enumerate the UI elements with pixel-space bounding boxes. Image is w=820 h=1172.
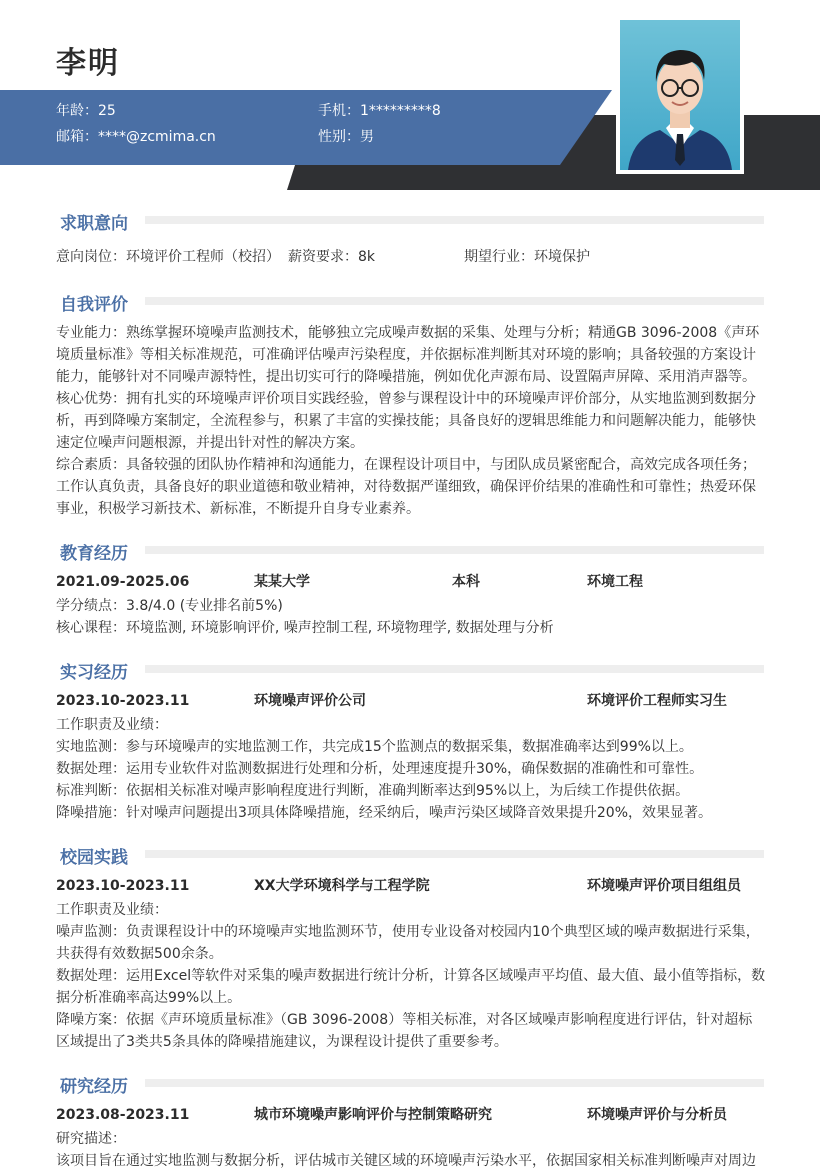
- internship-detail: 实地监测：参与环境噪声的实地监测工作，共完成15个监测点的数据采集，数据准确率达到99%以上。: [56, 739, 693, 755]
- campus-detail: 噪声监测：负责课程设计中的环境噪声实地监测环节，使用专业设备对校园内10个典型区域的噪声数据进行采集，: [56, 924, 760, 940]
- internship-date: 2023.10-2023.11: [56, 693, 190, 709]
- section-title-campus-practice: 校园实践: [60, 848, 128, 868]
- internship-detail: 标准判断：依据相关标准对噪声影响程度进行判断，准确判断率达到95%以上，为后续工作提供依据。: [56, 783, 690, 799]
- age-field: 年龄：25: [56, 103, 116, 119]
- self-eval-line: 工作认真负责，具备良好的职业道德和敬业精神，对待数据严谨细致，确保评价结果的准确性和可靠性；热爱环保: [56, 479, 756, 495]
- campus-detail: 工作职责及业绩：: [56, 902, 168, 918]
- campus-role: 环境噪声评价项目组组员: [587, 878, 741, 894]
- campus-detail: 共获得有效数据500余条。: [56, 946, 223, 962]
- self-eval-line: 境质量标准》等相关标准规范，可准确评估噪声污染程度，并依据标准判断其对环境的影响；具备较强的方案设计: [56, 347, 756, 363]
- internship-detail: 降噪措施：针对噪声问题提出3项具体降噪措施，经采纳后，噪声污染区域降音效果提升20%，效果显著。: [56, 805, 713, 821]
- self-eval-line: 能力，能够针对不同噪声源特性，提出切实可行的降噪措施，例如优化声源布局、设置隔声屏障、采用消声器等。: [56, 369, 756, 385]
- research-detail: 研究描述：: [56, 1131, 126, 1147]
- avatar-illustration: [620, 20, 740, 170]
- education-major: 环境工程: [587, 574, 643, 590]
- self-eval-line: 综合素质：具备较强的团队协作精神和沟通能力，在课程设计项目中，与团队成员紧密配合，高效完成各项任务；: [56, 457, 756, 473]
- section-title-research: 研究经历: [60, 1077, 128, 1097]
- intent-position: 意向岗位：环境评价工程师（校招）: [56, 249, 280, 265]
- education-degree: 本科: [452, 574, 480, 590]
- email-field: 邮箱：****@zcmima.cn: [56, 129, 216, 145]
- research-project: 城市环境噪声影响评价与控制策略研究: [254, 1107, 492, 1123]
- internship-org: 环境噪声评价公司: [254, 693, 366, 709]
- campus-detail: 区域提出了3类共5条具体的降噪措施建议，为课程设计提供了重要参考。: [56, 1034, 508, 1050]
- self-eval-line: 速定位噪声问题根源，并提出针对性的解决方案。: [56, 435, 364, 451]
- section-title-self-evaluation: 自我评价: [60, 295, 128, 315]
- education-detail: 核心课程：环境监测, 环境影响评价, 噪声控制工程, 环境物理学, 数据处理与分析: [56, 620, 554, 636]
- profile-photo: [620, 20, 740, 170]
- internship-detail: 数据处理：运用专业软件对监测数据进行处理和分析，处理速度提升30%，确保数据的准确性和可靠性。: [56, 761, 704, 777]
- self-eval-line: 析，再到降噪方案制定，全流程参与，积累了丰富的实操技能；具备良好的逻辑思维能力和问题解决能力，能够快: [56, 413, 756, 429]
- education-detail: 学分绩点：3.8/4.0 (专业排名前5%): [56, 598, 283, 614]
- research-detail: 该项目旨在通过实地监测与数据分析，评估城市关键区域的环境噪声污染水平，依据国家相关标准判断噪声对周边: [56, 1153, 756, 1169]
- section-divider: [145, 216, 764, 224]
- internship-detail: 工作职责及业绩：: [56, 717, 168, 733]
- phone-field: 手机：1*********8: [318, 103, 441, 119]
- section-divider: [145, 850, 764, 858]
- research-date: 2023.08-2023.11: [56, 1107, 190, 1123]
- section-divider: [145, 1079, 764, 1087]
- candidate-name: 李明: [56, 46, 120, 81]
- section-title-education: 教育经历: [60, 544, 128, 564]
- self-eval-line: 核心优势：拥有扎实的环境噪声评价项目实践经验，曾参与课程设计中的环境噪声评价部分，从实地监测到数据分: [56, 391, 756, 407]
- section-divider: [145, 297, 764, 305]
- education-school: 某某大学: [254, 574, 310, 590]
- resume-header: [0, 0, 820, 200]
- profile-photo-frame: [616, 16, 744, 174]
- campus-detail: 据分析准确率高达99%以上。: [56, 990, 242, 1006]
- campus-org: XX大学环境科学与工程学院: [254, 878, 430, 894]
- section-title-internship: 实习经历: [60, 663, 128, 683]
- research-role: 环境噪声评价与分析员: [587, 1107, 727, 1123]
- section-title-job-intent: 求职意向: [60, 214, 128, 234]
- self-eval-line: 专业能力：熟练掌握环境噪声监测技术，能够独立完成噪声数据的采集、处理与分析；精通GB 3096-2008《声环: [56, 325, 760, 341]
- internship-role: 环境评价工程师实习生: [587, 693, 727, 709]
- campus-date: 2023.10-2023.11: [56, 878, 190, 894]
- self-eval-line: 事业，积极学习新技术、新标准，不断提升自身专业素养。: [56, 501, 420, 517]
- education-date: 2021.09-2025.06: [56, 574, 190, 590]
- intent-industry: 期望行业：环境保护: [464, 249, 590, 265]
- intent-salary: 薪资要求：8k: [288, 249, 376, 265]
- section-divider: [145, 665, 764, 673]
- campus-detail: 数据处理：运用Excel等软件对采集的噪声数据进行统计分析，计算各区域噪声平均值、最大值、最小值等指标，数: [56, 968, 766, 984]
- gender-field: 性别：男: [318, 129, 374, 145]
- section-divider: [145, 546, 764, 554]
- campus-detail: 降噪方案：依据《声环境质量标准》（GB 3096-2008）等相关标准，对各区域噪声影响程度进行评估，针对超标: [56, 1012, 753, 1028]
